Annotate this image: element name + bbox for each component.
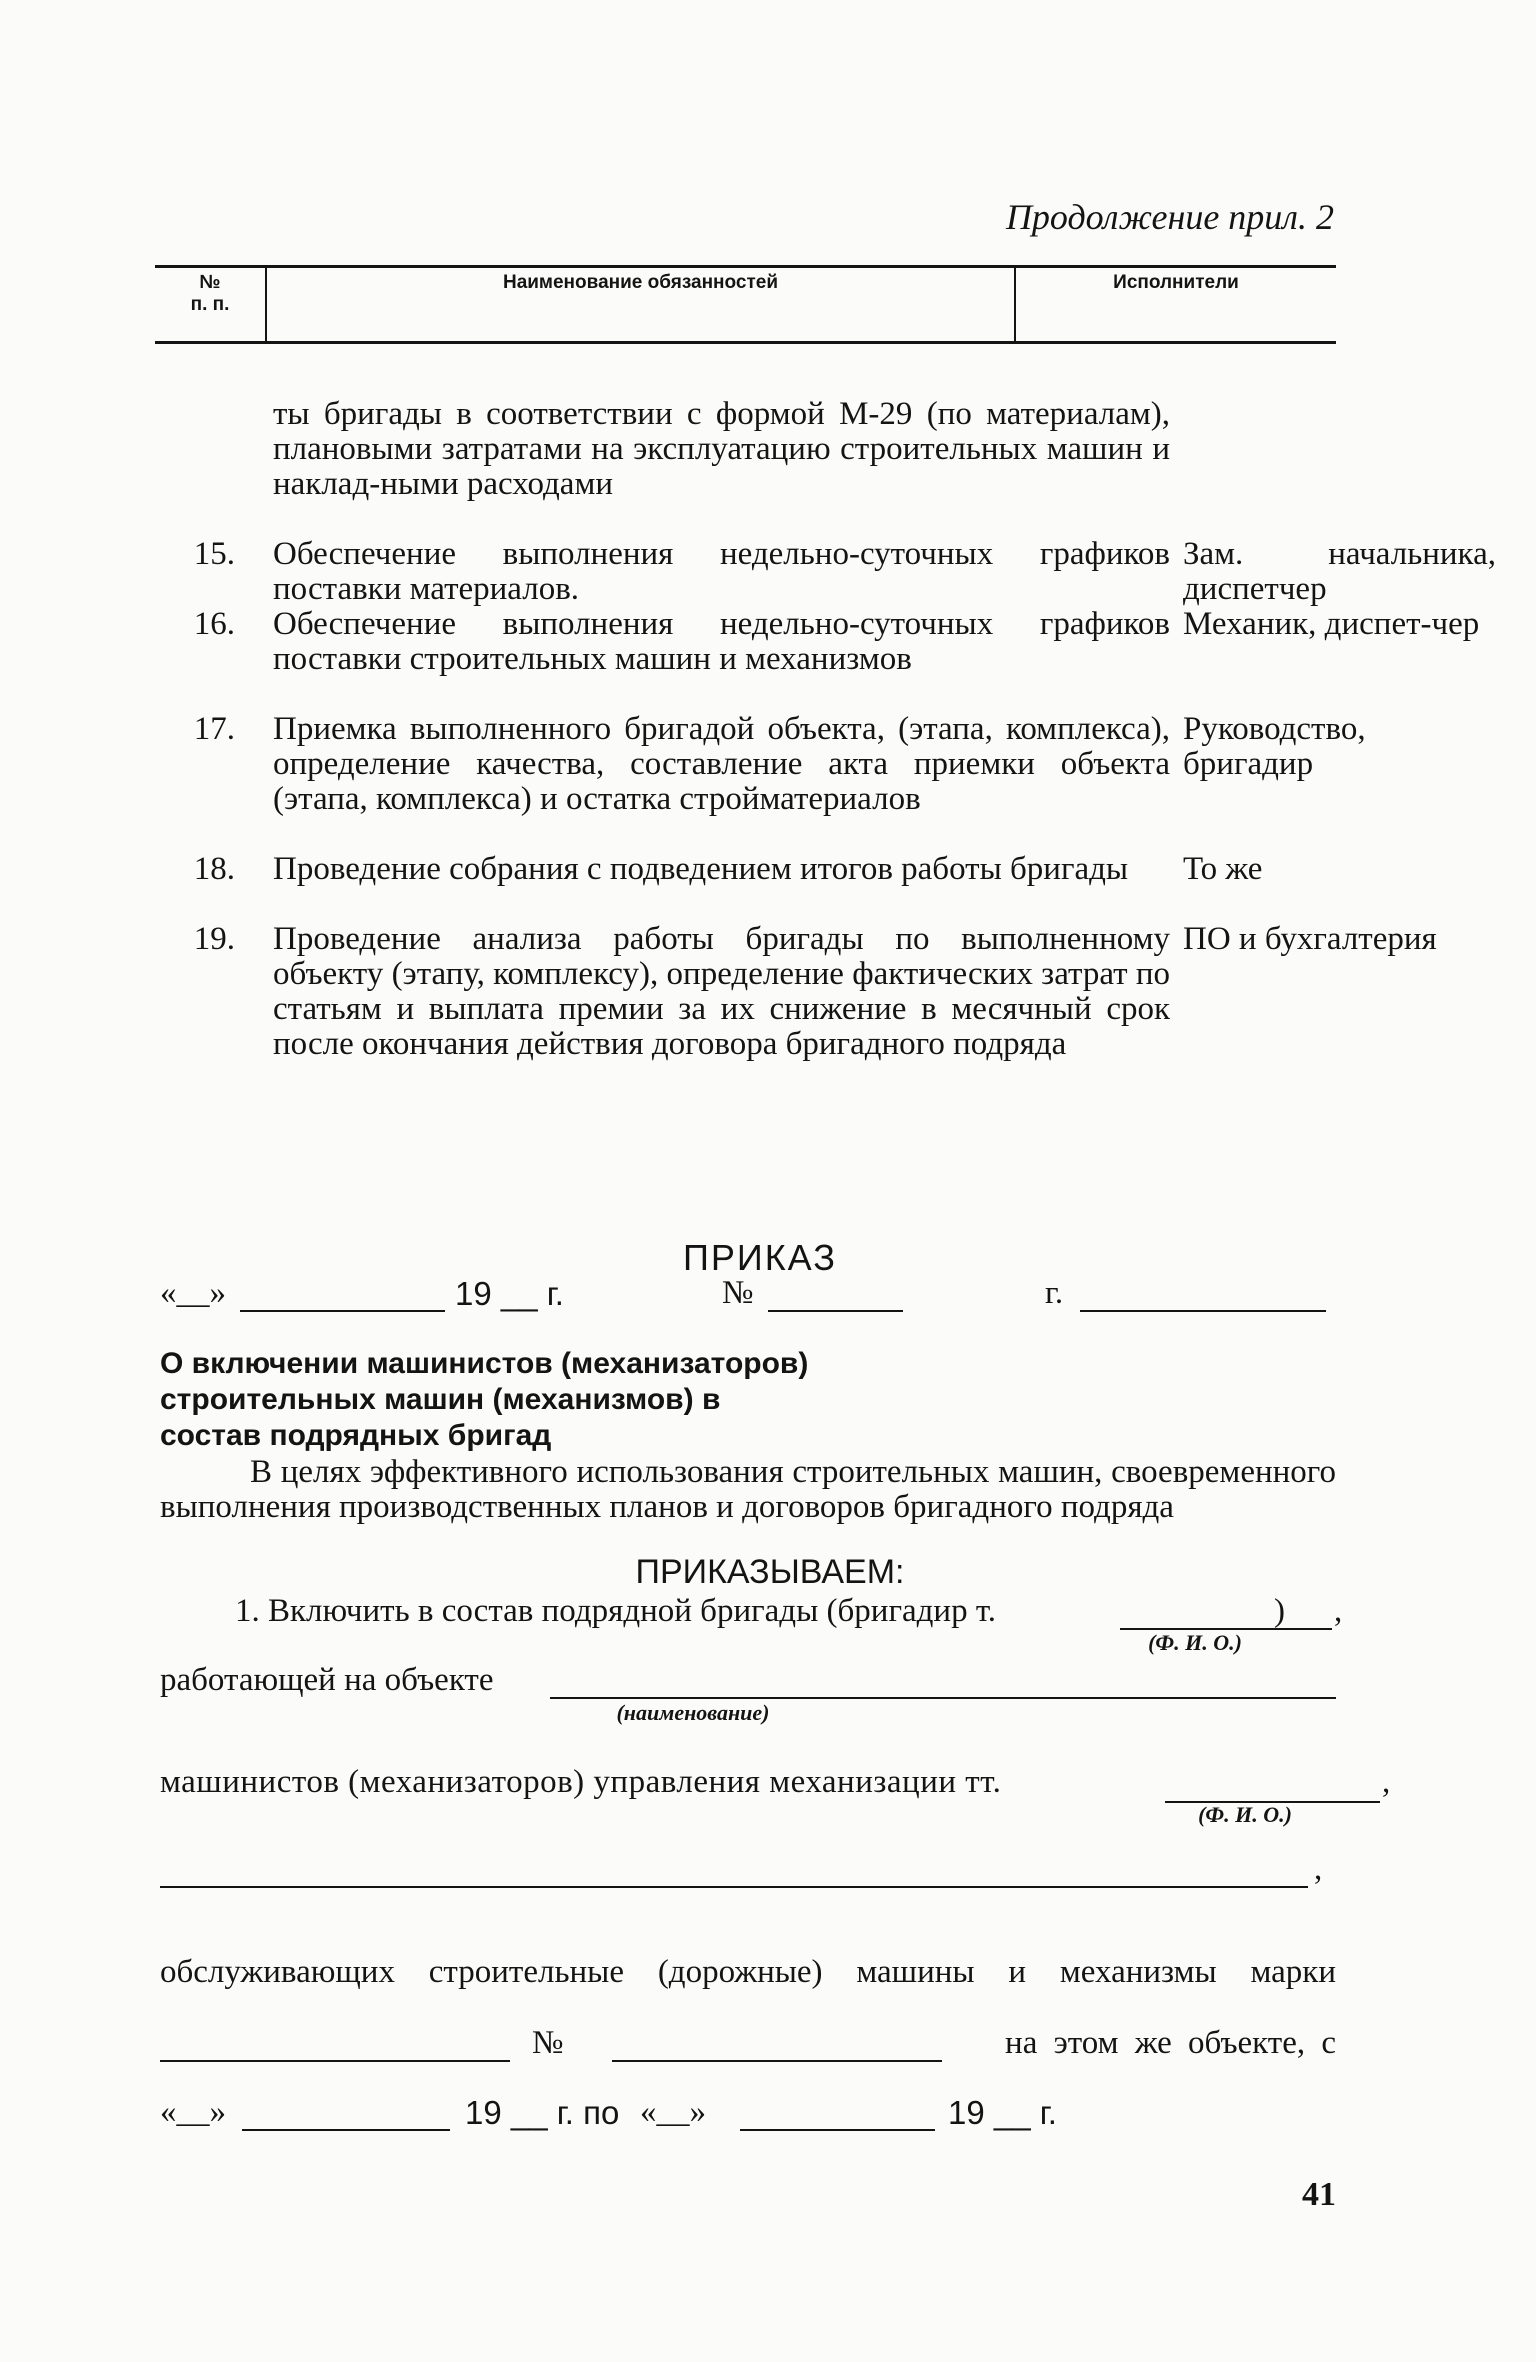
table-top-rule [155,265,1336,268]
column-header-executors: Исполнители [1113,272,1239,293]
comma: , [1382,1764,1391,1800]
period-to-year: 19 __ г. [948,2094,1057,2131]
order-number-blank [768,1310,903,1312]
bracket-close: ) [1274,1593,1285,1629]
row-executor: Руководство, бригадир [1183,711,1366,782]
row-description: Обеспечение выполнения недельно-суточных графиков поставки строительных машин и механизмов [273,606,1170,677]
city-blank [1080,1310,1326,1312]
continued-description: ты бригады в соответствии с формой М-29 (по материалам), плановыми затратами на эксплуатацию строительных машин и наклад-ными расходами [273,396,1170,502]
row-description: Проведение анализа работы бригады по выполненному объекту (этапу, комплексу), определение фактических затрат по статьям и выплата премии за их снижение в месячный срок после окончания действия договора бригадного подряда [273,921,1170,1062]
page-number: 41 [1302,2176,1336,2213]
row-number: 19. [193,921,235,957]
row-executor: ПО и бухгалтерия [1183,921,1437,957]
row-executor: Зам. начальника, диспетчер [1183,536,1496,607]
row-number: 16. [193,606,235,642]
serving-text: обслуживающих строительные (дорожные) машины и механизмы марки [160,1954,1336,1990]
working-on-label: работающей на объекте [160,1662,494,1698]
date-month-blank [240,1310,445,1312]
continuation-header: Продолжение прил. 2 [1005,197,1334,237]
row-number: 17. [193,711,235,747]
period-to-day: «__» [640,2094,706,2130]
order-title-line: строительных машин (механизмов) в [160,1383,721,1416]
operators-continuation-blank [160,1886,1308,1888]
order-title-line: состав подрядных бригад [160,1419,552,1452]
on-same-object-text: на этом же объекте, с [1005,2025,1336,2061]
order-title [160,1346,920,1454]
column-header-number: № п. п. [190,272,230,315]
row-description: Проведение собрания с подведением итогов работы бригады [273,851,1129,887]
row-executor: То же [1183,851,1263,887]
city-prefix: г. [1045,1275,1064,1311]
column-header-duties: Наименование обязанностей [502,272,779,293]
period-from-day: «__» [160,2094,226,2130]
fio-caption: (Ф. И. О.) [1148,1630,1242,1655]
name-caption: (наименование) [616,1700,770,1725]
number-sign: № [532,2025,564,2061]
object-name-blank [550,1697,1336,1699]
date-day-blank: «__» [160,1275,226,1311]
order-heading: ПРИКАЗ [682,1237,838,1278]
order-preamble: В целях эффективного использования строительных машин, своевременного выполнения производственных планов и договоров бригадного подряда [160,1454,1336,1525]
fio-caption: (Ф. И. О.) [1198,1802,1292,1827]
comma: , [1334,1593,1343,1629]
machine-brand-blank [160,2060,510,2062]
row-number: 18. [193,851,235,887]
operators-label: машинистов (механизаторов) управления механизации тт. [160,1764,1002,1800]
machine-number-blank [612,2060,942,2062]
row-description: Обеспечение выполнения недельно-суточных графиков поставки материалов. [273,536,1170,607]
table-header-bottom-rule [155,341,1336,344]
item1-text: 1. Включить в состав подрядной бригады (бригадир т. [235,1593,997,1629]
comma: , [1314,1851,1323,1887]
period-to-month-blank [740,2129,935,2131]
orders-heading: ПРИКАЗЫВАЕМ: [635,1553,905,1591]
period-from-month-blank [242,2129,450,2131]
date-year: 19 __ г. [455,1275,564,1312]
period-from-year: 19 __ г. по [465,2094,620,2131]
order-title-line: О включении машинистов (механизаторов) [160,1347,809,1380]
row-executor: Механик, диспет-чер [1183,606,1480,642]
row-description: Приемка выполненного бригадой объекта, (этапа, комплекса), определение качества, составление акта приемки объекта (этапа, комплекса) и остатка стройматериалов [273,711,1170,817]
number-sign: № [722,1275,754,1311]
row-number: 15. [193,536,235,572]
